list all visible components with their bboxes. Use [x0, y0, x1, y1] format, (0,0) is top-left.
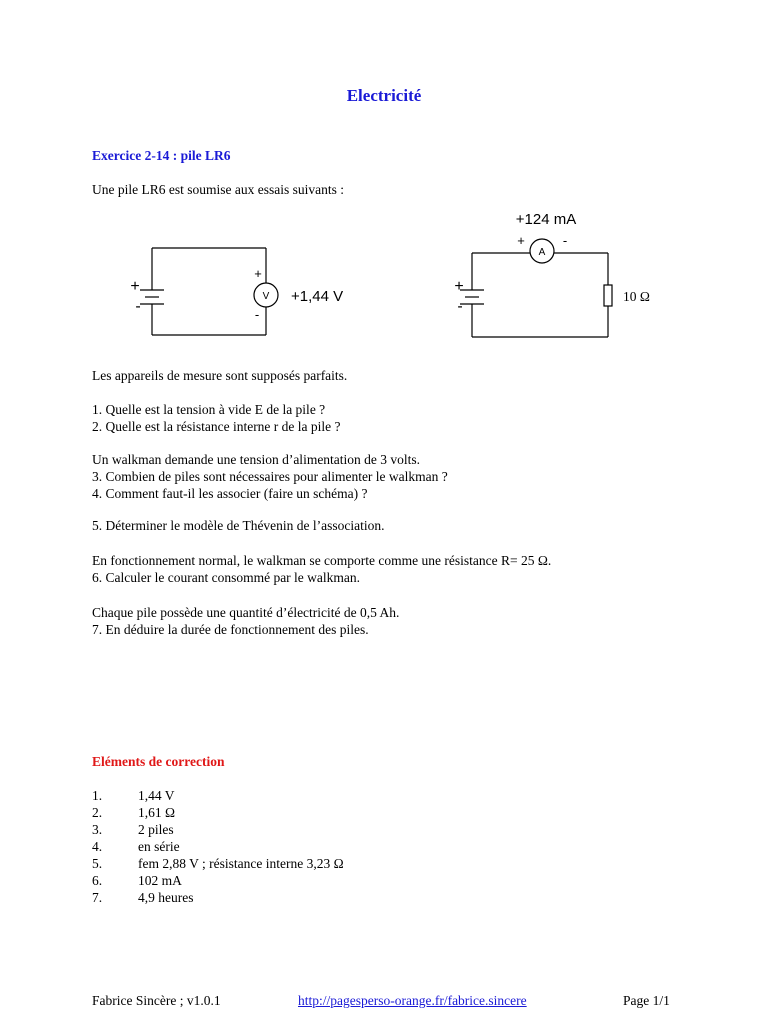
- answer-text: 1,61 Ω: [138, 805, 176, 820]
- footer-author: Fabrice Sincère ; v1.0.1: [92, 993, 221, 1008]
- battery1-plus: +: [130, 278, 140, 295]
- voltmeter-plus: +: [254, 266, 262, 281]
- text-line: Chaque pile possède une quantité d’électricité de 0,5 Ah.: [92, 605, 400, 620]
- ammeter-circuit: [460, 239, 612, 337]
- ammeter-symbol: A: [538, 247, 546, 258]
- paragraph-measurement-note: [92, 367, 347, 384]
- battery2-plus: +: [454, 278, 464, 295]
- battery1-minus: -: [135, 298, 141, 315]
- answer-item: [92, 889, 344, 906]
- answer-number: 7.: [92, 890, 103, 905]
- resistor-label: 10 Ω: [623, 289, 650, 304]
- paragraph-question-6: [92, 552, 551, 586]
- circuit-diagrams: [110, 205, 650, 345]
- text-line: 3. Combien de piles sont nécessaires pour alimenter le walkman ?: [92, 469, 448, 484]
- footer-link-wrapper: [298, 993, 527, 1009]
- answer-number: 1.: [92, 788, 103, 803]
- answer-text: en série: [138, 839, 180, 854]
- correction-title: Eléments de correction: [92, 754, 225, 769]
- answer-text: 1,44 V: [138, 788, 175, 803]
- answer-item: [92, 804, 344, 821]
- answer-item: [92, 872, 344, 889]
- exercise-title: Exercice 2-14 : pile LR6: [92, 148, 231, 163]
- ammeter-plus: +: [517, 233, 525, 248]
- text-line: Un walkman demande une tension d’alimentation de 3 volts.: [92, 452, 421, 467]
- paragraph-question-5: [92, 517, 385, 534]
- text-line: En fonctionnement normal, le walkman se comporte comme une résistance R= 25 Ω.: [92, 553, 552, 568]
- intro-text: Une pile LR6 est soumise aux essais suivants :: [92, 182, 344, 197]
- answer-number: 3.: [92, 822, 103, 837]
- answers-list: [92, 787, 344, 906]
- answer-text: 102 mA: [138, 873, 182, 888]
- answer-number: 4.: [92, 839, 103, 854]
- answer-item: [92, 855, 344, 872]
- answer-text: 2 piles: [138, 822, 174, 837]
- text-line: Les appareils de mesure sont supposés parfaits.: [92, 368, 348, 383]
- answer-number: 6.: [92, 873, 103, 888]
- answer-item: [92, 787, 344, 804]
- current-reading: +124 mA: [515, 211, 577, 228]
- answer-item: [92, 838, 344, 855]
- text-line: 4. Comment faut-il les associer (faire un schéma) ?: [92, 486, 368, 501]
- text-line: 6. Calculer le courant consommé par le walkman.: [92, 570, 361, 585]
- answer-text: fem 2,88 V ; résistance interne 3,23 Ω: [138, 856, 344, 871]
- voltmeter-minus: -: [254, 307, 260, 322]
- footer-page-number: Page 1/1: [623, 993, 670, 1008]
- voltage-reading: +1,44 V: [291, 288, 344, 305]
- text-line: 5. Déterminer le modèle de Thévenin de l’association.: [92, 518, 385, 533]
- answer-number: 2.: [92, 805, 103, 820]
- paragraph-questions-3-4: [92, 451, 448, 502]
- text-line: 1. Quelle est la tension à vide E de la pile ?: [92, 402, 326, 417]
- footer-link[interactable]: http://pagesperso-orange.fr/fabrice.sincere: [298, 993, 527, 1008]
- answer-number: 5.: [92, 856, 103, 871]
- paragraph-questions-1-2: [92, 401, 341, 435]
- page-title: Electricité: [346, 86, 422, 105]
- answer-item: [92, 821, 344, 838]
- text-line: 7. En déduire la durée de fonctionnement des piles.: [92, 622, 369, 637]
- text-line: 2. Quelle est la résistance interne r de la pile ?: [92, 419, 341, 434]
- voltmeter-symbol: V: [262, 291, 270, 302]
- ammeter-minus: -: [562, 233, 568, 248]
- answer-text: 4,9 heures: [138, 890, 194, 905]
- battery2-minus: -: [457, 298, 463, 315]
- paragraph-question-7: [92, 604, 399, 638]
